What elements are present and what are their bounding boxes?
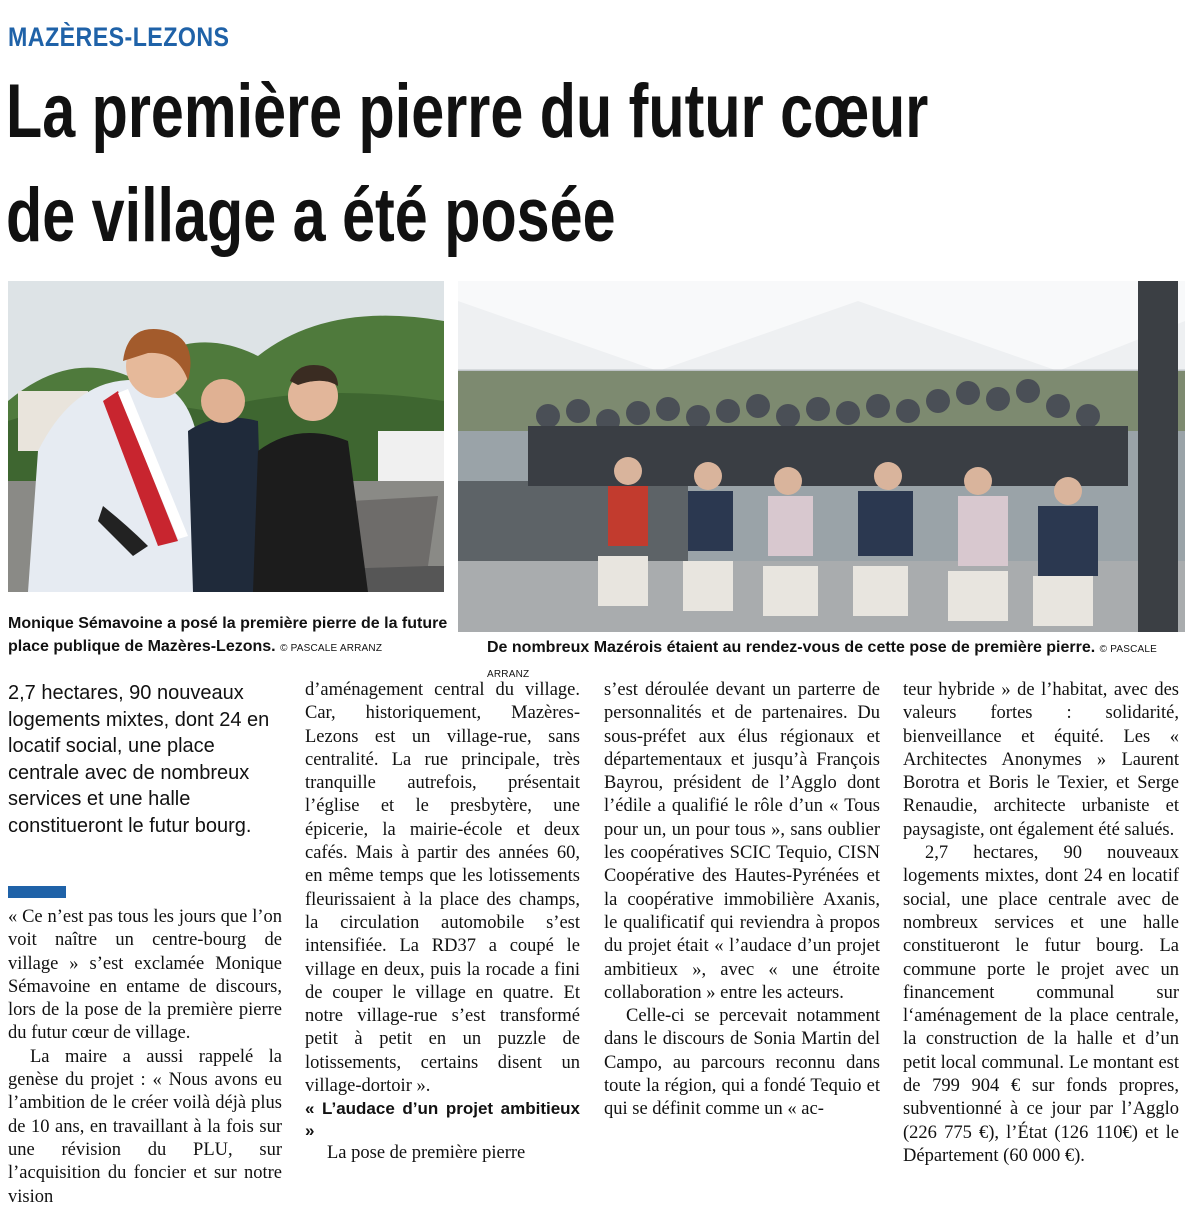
column-2 — [305, 679, 580, 1166]
headline-line-2: de village a été posée — [6, 173, 616, 258]
col2-paragraph-1: d’aménagement central du village. Car, historiquement, Mazères-Lezons est un village-rue, sans centralité. La rue principale, très tranquille autrefois, présentait l’église et le presbytère, une épicerie, la mairie-école et deux cafés. Mais à partir des années 60, en même temps que les lotissements fleurissaient à la place des champs, la circulation automobile s’est intensifiée. La RD37 a coupé le village en deux, puis la rocade a fini de couper le village en quatre. Et notre village-rue s’est transformé petit à petit en un puzzle de lotissements, certains disent un village-dortoir ». — [305, 680, 580, 1097]
caption-left-credit: © PASCALE ARRANZ — [280, 643, 383, 654]
col2-paragraph-2: La pose de première pierre — [327, 1143, 526, 1164]
caption-right-credit: © PASCALE ARRANZ — [487, 644, 1157, 680]
section-kicker: MAZÈRES-LEZONS — [8, 22, 230, 52]
col3-paragraph-1: s’est déroulée devant un parterre de personnalités et de partenaires. Du sous-préfet aux élus régionaux et départementaux et jusqu’à François Bayrou, président de l’Agglo dont l’édile a qualifié le rôle d’un « Tous pour un, un pour tous », sans oublier les coopératives SCIC Tequio, CISN Coopérative des Hautes-Pyrénées et la coopérative immobilière Axanis, le qualificatif qui reviendra à propos du projet était « l’audace d’un projet ambitieux », avec « une étroite collaboration » entre les acteurs. — [604, 680, 880, 1003]
headline-line-1: La première pierre du futur cœur — [6, 69, 929, 154]
col2-intertitle: « L’audace d’un projet ambitieux » — [305, 1099, 580, 1141]
caption-left — [8, 612, 448, 660]
chapo-lead: 2,7 hectares, 90 nouveaux logements mixtes, dont 24 en locatif social, une place centrale avec de nombreux services et une halle constitueront le futur bourg. — [8, 682, 270, 837]
photo-crowd-under-tent — [458, 281, 1185, 632]
column-1 — [8, 906, 282, 1209]
col1-paragraph-2: La maire a aussi rappelé la genèse du projet : « Nous avons eu l’ambition de le créer voilà déjà plus de 10 ans, en travaillant à la fois sur une révision du PLU, sur l’acquisition du foncier et sur notre vision — [8, 1046, 282, 1207]
column-3 — [604, 679, 880, 1122]
col4-paragraph-2: 2,7 hectares, 90 nouveaux logements mixtes, dont 24 en locatif social, une place centrale avec de nombreux services et une halle constitueront le futur bourg. La commune porte le projet avec un financement communal sur l‘aménagement de la place centrale, la construction de la halle et d’un petit local communal. Le montant est de 799 904 € sur fonds propres, subventionné à ce jour par l’Agglo (226 775 €), l’État (126 110€) et le Département (60 000 €). — [903, 843, 1179, 1166]
blue-rule — [8, 886, 66, 898]
column-4 — [903, 679, 1179, 1168]
col1-paragraph-1: « Ce n’est pas tous les jours que l’on voit naître un centre-bourg de village » s’est exclamée Monique Sémavoine en entame de discours, lors de la pose de la première pierre du futur cœur de village. — [8, 907, 282, 1044]
headline — [6, 60, 929, 268]
caption-right-text: De nombreux Mazérois étaient au rendez-vous de cette pose de première pierre. — [487, 639, 1096, 656]
col4-paragraph-1: teur hybride » de l’habitat, avec des valeurs fortes : solidarité, bienveillance et équité. Les « Architectes Anonymes » Laurent Borotra et Boris le Texier, et Serge Renaudie, architecte urbaniste et paysagiste, ont également été salués. — [903, 680, 1179, 840]
col3-paragraph-2: Celle-ci se percevait notamment dans le discours de Sonia Martin del Campo, au parcours reconnu dans toute la région, qui a fondé Tequio et qui se définit comme un « ac- — [604, 1006, 880, 1120]
caption-left-text: Monique Sémavoine a posé la première pierre de la future place publique de Mazères-Lezons. — [8, 615, 448, 655]
photo-mayor-laying-stone — [8, 281, 444, 592]
